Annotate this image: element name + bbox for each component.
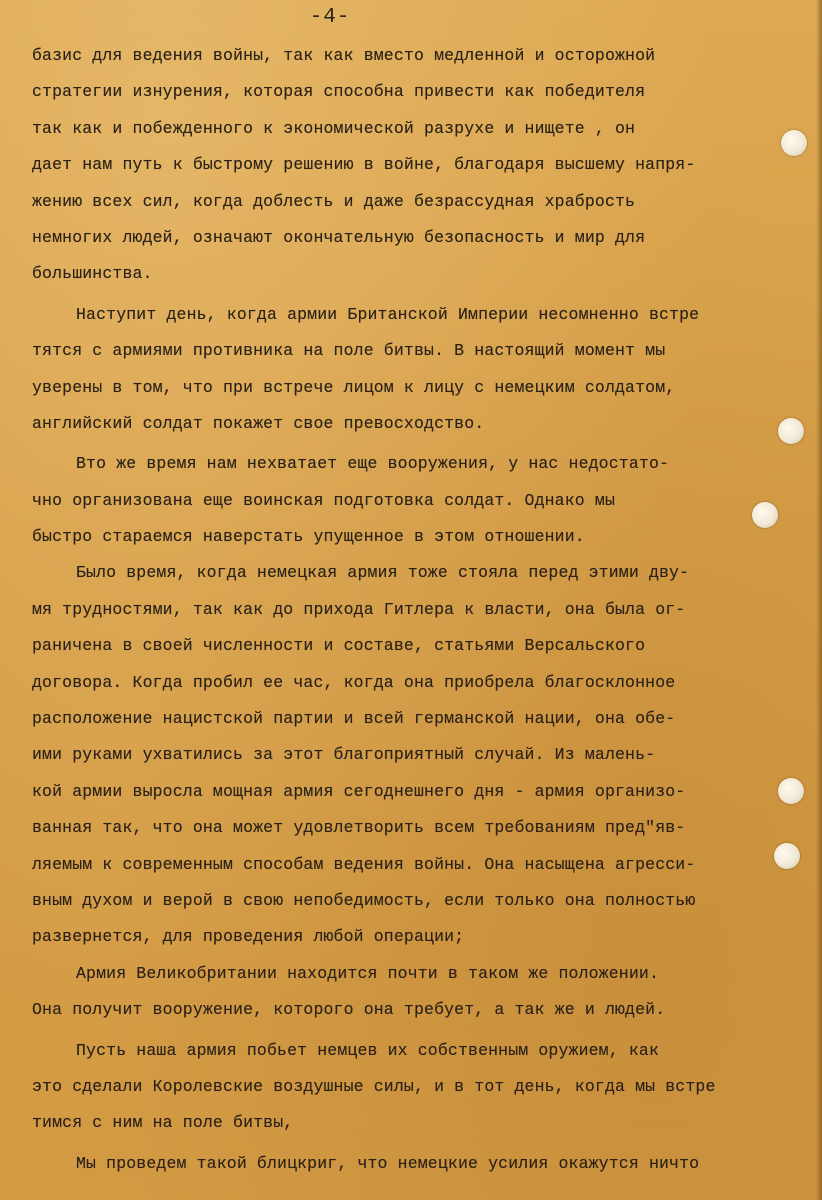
- text-line: раничена в своей численности и составе, статьями Версальского: [32, 636, 646, 656]
- text-line: базис для ведения войны, так как вместо медленной и осторожной: [32, 46, 656, 65]
- text-line: ванная так, что она может удовлетворить всем требованиям пред"яв-: [32, 818, 686, 838]
- text-line: Пусть наша армия побьет немцев их собственным оружием, как: [76, 1040, 659, 1060]
- text-line: тимся с ним на поле битвы,: [32, 1113, 294, 1133]
- text-line: ими руками ухватились за этот благоприятный случай. Из малень-: [32, 745, 656, 765]
- text-line: так как и побежденного к экономической разрухе и нищете , он: [32, 118, 636, 138]
- paragraph: [32, 956, 818, 1029]
- text-line: тятся с армиями противника на поле битвы. В настоящий момент мы: [32, 341, 666, 361]
- text-line: Армия Великобритании находится почти в таком же положении.: [76, 963, 659, 983]
- text-line: большинства.: [32, 264, 153, 284]
- text-line: договора. Когда пробил ее час, когда она приобрела благосклонное: [32, 672, 676, 692]
- paragraph: [32, 555, 818, 955]
- text-line: Наступит день, когда армии Британской Империи несомненно встре: [76, 304, 700, 324]
- text-line: мя трудностями, так как до прихода Гитлера к власти, она была ог-: [32, 599, 686, 619]
- text-line: дает нам путь к быстрому решению в войне, благодаря высшему напря-: [32, 155, 696, 175]
- paragraph: [32, 38, 818, 293]
- page-number: -4-: [309, 6, 351, 29]
- text-line: чно организована еще воинская подготовка солдат. Однако мы: [32, 490, 615, 510]
- text-line: Вто же время нам нехватает еще вооружения, у нас недостато-: [76, 454, 670, 474]
- text-line: стратегии изнурения, которая способна привести как победителя: [32, 82, 646, 102]
- text-line: английский солдат покажет свое превосходство.: [32, 413, 485, 433]
- text-line: развернется, для проведения любой операции;: [32, 927, 465, 947]
- text-line: уверены в том, что при встрече лицом к лицу с немецким солдатом,: [32, 377, 676, 397]
- text-line: жению всех сил, когда доблесть и даже безрассудная храбрость: [32, 191, 636, 211]
- paragraph: [32, 1146, 818, 1182]
- text-line: ляемым к современным способам ведения войны. Она насыщена агресси-: [32, 854, 696, 874]
- document-body: [32, 38, 818, 1182]
- text-line: расположение нацистской партии и всей германской нации, она обе-: [32, 709, 676, 729]
- text-line: быстро стараемся наверстать упущенное в этом отношении.: [32, 527, 585, 547]
- text-line: вным духом и верой в свою непобедимость, если только она полностью: [32, 890, 696, 910]
- text-line: Мы проведем такой блицкриг, что немецкие усилия окажутся ничто: [76, 1153, 700, 1173]
- text-line: кой армии выросла мощная армия сегоднешнего дня - армия организо-: [32, 781, 686, 801]
- paragraph: [32, 446, 818, 555]
- paragraph: [32, 1033, 818, 1142]
- text-line: Она получит вооружение, которого она требует, а так же и людей.: [32, 1000, 666, 1020]
- paragraph: [32, 297, 818, 443]
- text-line: немногих людей, означают окончательную безопасность и мир для: [32, 227, 646, 247]
- text-line: Было время, когда немецкая армия тоже стояла перед этими дву-: [76, 563, 690, 583]
- text-line: это сделали Королевские воздушные силы, и в тот день, когда мы встре: [32, 1076, 716, 1096]
